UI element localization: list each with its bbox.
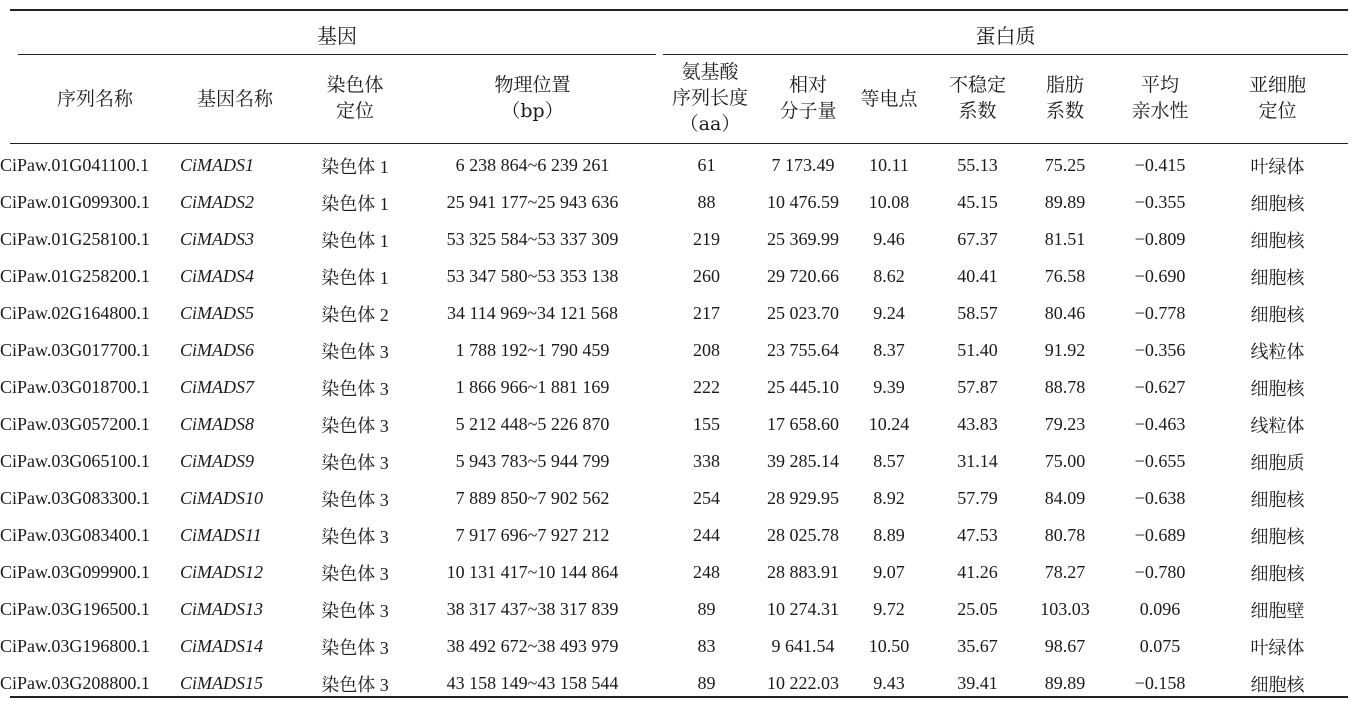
cell-seq-name: CiPaw.01G258200.1 <box>0 266 150 286</box>
cell-instability: 40.41 <box>957 266 998 286</box>
cell-chromosome: 染色体 3 <box>321 415 389 436</box>
cell-chromosome: 染色体 3 <box>321 452 389 473</box>
cell-localization: 细胞核 <box>1250 193 1305 214</box>
cell-gravy: 0.075 <box>1139 636 1181 656</box>
cell-seq-name: CiPaw.01G258100.1 <box>0 229 150 249</box>
cell-position: 7 917 696~7 927 212 <box>455 525 610 545</box>
cell-chromosome: 染色体 1 <box>321 230 389 251</box>
cell-instability: 25.05 <box>957 599 998 619</box>
cell-aliphatic: 98.67 <box>1044 636 1086 656</box>
col-header-pi: 等电点 <box>860 88 918 110</box>
cell-instability: 55.13 <box>957 155 998 175</box>
cell-position: 7 889 850~7 902 562 <box>455 488 610 508</box>
cell-gravy: −0.415 <box>1134 155 1186 175</box>
cell-instability: 41.26 <box>957 562 998 582</box>
col-header-aliphatic: 脂肪 系数 <box>1045 74 1084 122</box>
cell-aliphatic: 103.03 <box>1040 599 1090 619</box>
cell-instability: 51.40 <box>957 340 998 360</box>
cell-localization: 细胞核 <box>1250 304 1305 325</box>
cell-mw: 17 658.60 <box>767 414 839 434</box>
cell-localization: 细胞核 <box>1250 267 1305 288</box>
cell-mw: 29 720.66 <box>767 266 839 286</box>
cell-seq-name: CiPaw.03G083400.1 <box>0 525 150 545</box>
cell-position: 43 158 149~43 158 544 <box>446 673 619 693</box>
table-row <box>0 480 1340 517</box>
cell-position: 38 317 437~38 317 839 <box>446 599 619 619</box>
cell-pi: 9.39 <box>873 377 905 397</box>
col-header-length: 氨基酸 序列长度 （aa） <box>671 61 748 135</box>
cell-gene-name: CiMADS7 <box>180 377 254 397</box>
cell-localization: 细胞壁 <box>1250 600 1305 621</box>
cell-pi: 10.08 <box>868 192 910 212</box>
header-bottom-rule <box>10 143 1348 144</box>
table-body <box>0 147 1340 702</box>
cell-aliphatic: 75.25 <box>1044 155 1086 175</box>
cell-length: 222 <box>693 377 720 397</box>
col-header-instability: 不稳定 系数 <box>948 74 1006 122</box>
cell-chromosome: 染色体 2 <box>321 304 389 325</box>
cell-instability: 39.41 <box>957 673 998 693</box>
cell-gene-name: CiMADS1 <box>180 155 254 175</box>
cell-position: 53 325 584~53 337 309 <box>446 229 619 249</box>
cell-localization: 细胞核 <box>1250 489 1305 510</box>
col-header-mw: 相对 分子量 <box>779 74 837 122</box>
cell-length: 260 <box>693 266 720 286</box>
cell-gene-name: CiMADS10 <box>180 488 263 508</box>
cell-seq-name: CiPaw.03G065100.1 <box>0 451 150 471</box>
cell-pi: 8.37 <box>873 340 905 360</box>
col-header-position: 物理位置 （bp） <box>494 74 571 122</box>
cell-chromosome: 染色体 3 <box>321 378 389 399</box>
cell-position: 1 866 966~1 881 169 <box>455 377 610 397</box>
cell-pi: 9.43 <box>873 673 905 693</box>
cell-seq-name: CiPaw.03G018700.1 <box>0 377 150 397</box>
table-row <box>0 443 1340 480</box>
cell-length: 89 <box>697 673 716 693</box>
table-row <box>0 517 1340 554</box>
cell-gravy: −0.655 <box>1134 451 1186 471</box>
cell-instability: 67.37 <box>957 229 998 249</box>
table-row <box>0 184 1340 221</box>
cell-gene-name: CiMADS2 <box>180 192 254 212</box>
cell-localization: 细胞核 <box>1250 674 1305 695</box>
cell-mw: 23 755.64 <box>767 340 839 360</box>
cell-pi: 9.07 <box>873 562 905 582</box>
cell-gravy: −0.627 <box>1134 377 1186 397</box>
cell-pi: 10.11 <box>869 155 909 175</box>
cell-gene-name: CiMADS15 <box>180 673 263 693</box>
cell-position: 5 212 448~5 226 870 <box>455 414 610 434</box>
cell-gene-name: CiMADS12 <box>180 562 263 582</box>
cell-chromosome: 染色体 3 <box>321 489 389 510</box>
cell-gravy: 0.096 <box>1139 599 1181 619</box>
cell-length: 338 <box>693 451 720 471</box>
data-table <box>0 147 1340 702</box>
table-row <box>0 554 1340 591</box>
cell-position: 38 492 672~38 493 979 <box>446 636 619 656</box>
cell-chromosome: 染色体 3 <box>321 526 389 547</box>
cell-gene-name: CiMADS6 <box>180 340 254 360</box>
cell-gravy: −0.158 <box>1134 673 1186 693</box>
cell-instability: 47.53 <box>957 525 998 545</box>
cell-gene-name: CiMADS3 <box>180 229 254 249</box>
cell-gravy: −0.778 <box>1134 303 1186 323</box>
cell-localization: 线粒体 <box>1250 415 1305 436</box>
cell-aliphatic: 89.89 <box>1044 673 1086 693</box>
col-header-gravy: 平均 亲水性 <box>1131 74 1189 122</box>
group-rule-gene <box>18 54 656 55</box>
cell-seq-name: CiPaw.03G196500.1 <box>0 599 150 619</box>
cell-instability: 57.79 <box>957 488 998 508</box>
cell-length: 83 <box>697 636 716 656</box>
cell-aliphatic: 91.92 <box>1044 340 1086 360</box>
cell-mw: 9 641.54 <box>771 636 835 656</box>
cell-length: 88 <box>697 192 716 212</box>
cell-aliphatic: 78.27 <box>1044 562 1086 582</box>
cell-seq-name: CiPaw.02G164800.1 <box>0 303 150 323</box>
cell-localization: 细胞质 <box>1250 452 1305 473</box>
cell-mw: 25 445.10 <box>767 377 839 397</box>
cell-localization: 细胞核 <box>1250 378 1305 399</box>
cell-mw: 7 173.49 <box>771 155 835 175</box>
cell-seq-name: CiPaw.01G099300.1 <box>0 192 150 212</box>
cell-aliphatic: 75.00 <box>1044 451 1086 471</box>
table-bottom-rule <box>10 696 1348 698</box>
table-row <box>0 258 1340 295</box>
cell-seq-name: CiPaw.03G208800.1 <box>0 673 150 693</box>
cell-chromosome: 染色体 3 <box>321 637 389 658</box>
table-row <box>0 221 1340 258</box>
cell-length: 208 <box>693 340 720 360</box>
cell-pi: 8.92 <box>873 488 905 508</box>
cell-gravy: −0.689 <box>1134 525 1186 545</box>
cell-pi: 8.57 <box>873 451 905 471</box>
cell-chromosome: 染色体 3 <box>321 674 389 695</box>
col-header-localization: 亚细胞 定位 <box>1248 74 1306 122</box>
cell-length: 248 <box>693 562 720 582</box>
cell-pi: 9.72 <box>873 599 905 619</box>
cell-gravy: −0.638 <box>1134 488 1186 508</box>
cell-gene-name: CiMADS5 <box>180 303 254 323</box>
table-row <box>0 406 1340 443</box>
cell-seq-name: CiPaw.03G196800.1 <box>0 636 150 656</box>
cell-length: 61 <box>697 155 716 175</box>
table-top-rule <box>10 9 1348 11</box>
cell-gene-name: CiMADS8 <box>180 414 254 434</box>
table-row <box>0 628 1340 665</box>
cell-gene-name: CiMADS13 <box>180 599 263 619</box>
col-header-chromosome: 染色体 定位 <box>326 74 384 122</box>
cell-localization: 叶绿体 <box>1250 637 1305 658</box>
cell-length: 254 <box>693 488 720 508</box>
cell-gravy: −0.356 <box>1134 340 1186 360</box>
cell-aliphatic: 89.89 <box>1044 192 1086 212</box>
cell-localization: 细胞核 <box>1250 526 1305 547</box>
cell-aliphatic: 76.58 <box>1044 266 1086 286</box>
cell-position: 6 238 864~6 239 261 <box>455 155 610 175</box>
cell-instability: 57.87 <box>957 377 998 397</box>
col-header-gene-name: 基因名称 <box>196 88 273 110</box>
cell-position: 1 788 192~1 790 459 <box>455 340 610 360</box>
cell-gene-name: CiMADS14 <box>180 636 263 656</box>
cell-aliphatic: 79.23 <box>1044 414 1086 434</box>
cell-position: 53 347 580~53 353 138 <box>446 266 619 286</box>
cell-mw: 28 883.91 <box>767 562 839 582</box>
cell-length: 89 <box>697 599 716 619</box>
cell-gravy: −0.780 <box>1134 562 1186 582</box>
cell-mw: 25 369.99 <box>767 229 839 249</box>
cell-length: 219 <box>693 229 720 249</box>
cell-seq-name: CiPaw.01G041100.1 <box>0 155 150 175</box>
cell-mw: 39 285.14 <box>767 451 839 471</box>
cell-aliphatic: 81.51 <box>1044 229 1086 249</box>
cell-position: 10 131 417~10 144 864 <box>446 562 619 582</box>
cell-gravy: −0.463 <box>1134 414 1186 434</box>
cell-gene-name: CiMADS4 <box>180 266 254 286</box>
cell-pi: 8.89 <box>873 525 905 545</box>
cell-gene-name: CiMADS9 <box>180 451 254 471</box>
cell-localization: 细胞核 <box>1250 563 1305 584</box>
cell-mw: 10 274.31 <box>767 599 839 619</box>
cell-aliphatic: 80.78 <box>1044 525 1086 545</box>
cell-seq-name: CiPaw.03G057200.1 <box>0 414 150 434</box>
cell-chromosome: 染色体 1 <box>321 156 389 177</box>
cell-length: 155 <box>693 414 720 434</box>
table-row <box>0 591 1340 628</box>
cell-chromosome: 染色体 3 <box>321 341 389 362</box>
table-row <box>0 147 1340 184</box>
cell-instability: 58.57 <box>957 303 998 323</box>
cell-length: 244 <box>693 525 720 545</box>
cell-gene-name: CiMADS11 <box>180 525 262 545</box>
cell-instability: 35.67 <box>957 636 998 656</box>
cell-mw: 10 476.59 <box>767 192 839 212</box>
cell-seq-name: CiPaw.03G017700.1 <box>0 340 150 360</box>
table-row <box>0 295 1340 332</box>
cell-length: 217 <box>693 303 720 323</box>
cell-chromosome: 染色体 1 <box>321 267 389 288</box>
table-row <box>0 332 1340 369</box>
group-header-protein: 蛋白质 <box>975 24 1036 48</box>
cell-chromosome: 染色体 3 <box>321 600 389 621</box>
cell-mw: 10 222.03 <box>767 673 839 693</box>
cell-gravy: −0.355 <box>1134 192 1186 212</box>
cell-pi: 10.50 <box>868 636 910 656</box>
cell-instability: 31.14 <box>957 451 998 471</box>
cell-localization: 细胞核 <box>1250 230 1305 251</box>
cell-pi: 8.62 <box>873 266 905 286</box>
cell-localization: 叶绿体 <box>1250 156 1305 177</box>
cell-mw: 25 023.70 <box>767 303 839 323</box>
cell-pi: 9.24 <box>873 303 905 323</box>
cell-aliphatic: 88.78 <box>1044 377 1086 397</box>
cell-gravy: −0.690 <box>1134 266 1186 286</box>
cell-aliphatic: 80.46 <box>1044 303 1086 323</box>
cell-mw: 28 025.78 <box>767 525 839 545</box>
cell-position: 34 114 969~34 121 568 <box>446 303 619 323</box>
col-header-seq-name: 序列名称 <box>56 88 133 110</box>
cell-pi: 9.46 <box>873 229 905 249</box>
group-header-gene: 基因 <box>317 24 357 48</box>
cell-mw: 28 929.95 <box>767 488 839 508</box>
cell-instability: 43.83 <box>957 414 998 434</box>
cell-position: 25 941 177~25 943 636 <box>446 192 619 212</box>
cell-position: 5 943 783~5 944 799 <box>455 451 610 471</box>
cell-chromosome: 染色体 3 <box>321 563 389 584</box>
group-rule-protein <box>663 54 1348 55</box>
cell-aliphatic: 84.09 <box>1044 488 1086 508</box>
cell-gravy: −0.809 <box>1134 229 1186 249</box>
cell-localization: 线粒体 <box>1250 341 1305 362</box>
cell-pi: 10.24 <box>868 414 910 434</box>
table-row <box>0 369 1340 406</box>
cell-seq-name: CiPaw.03G099900.1 <box>0 562 150 582</box>
cell-seq-name: CiPaw.03G083300.1 <box>0 488 150 508</box>
cell-instability: 45.15 <box>957 192 998 212</box>
cell-chromosome: 染色体 1 <box>321 193 389 214</box>
